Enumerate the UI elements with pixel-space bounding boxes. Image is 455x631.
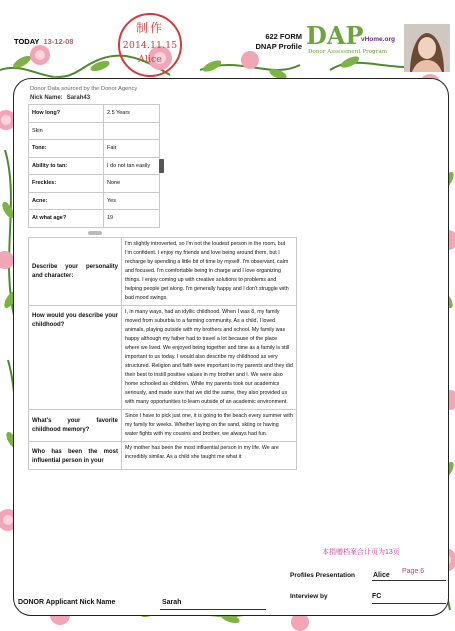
- table-row: [29, 105, 160, 123]
- attr-value: 19: [104, 210, 160, 228]
- attr-label: Tone:: [29, 140, 104, 158]
- qa-answer: My mother has been the most influential person in my life. We are incredibly similar. As a child she taught me what it: [122, 442, 297, 470]
- attr-label: Acne:: [29, 192, 104, 210]
- attr-label: How long?: [29, 105, 104, 123]
- form-title: [240, 32, 302, 52]
- table-row: [29, 306, 297, 410]
- profiles-presentation-label: Profiles Presentation: [290, 572, 356, 579]
- attr-value: [104, 122, 160, 140]
- today-date: 13-12-08: [43, 37, 74, 46]
- attr-value: Fair: [104, 140, 160, 158]
- stamp-line-1: 制作: [135, 21, 164, 35]
- attr-value: Yes: [104, 192, 160, 210]
- today-label: [14, 37, 73, 46]
- expand-arrow-icon[interactable]: [159, 159, 164, 173]
- attr-value: I do not tan easily: [104, 157, 160, 175]
- stamp-line-2: 2014.11.15: [122, 40, 178, 51]
- form-title-line-1: 622 FORM: [265, 32, 302, 41]
- table-row: [29, 175, 160, 193]
- table-row: [29, 192, 160, 210]
- attr-value: 2.5 Years: [104, 105, 160, 123]
- logo-suffix: vHome.org: [361, 36, 395, 43]
- qa-answer: I'm slightly introverted, so I'm not the loudest person in the room, but I'm confident. I enjoy my friends and love being around them, but I recharge by spending a little bit of time by myself. I'm observant, calm and focused. I'm comfortable being in charge and I love organizing things. I enjoy coming up with creative solutions to problems and helping people get along. I'm generally happy and I don't struggle with bad mood swings.: [122, 238, 297, 306]
- attr-label: Ability to tan:: [29, 157, 104, 175]
- nick-name-value: Sarah43: [66, 95, 91, 101]
- logo-tagline: Donor Assessment Program: [308, 49, 388, 55]
- page-number: Page 6: [402, 568, 425, 575]
- resize-handle[interactable]: [88, 231, 102, 235]
- table-row: [29, 122, 160, 140]
- today-label-text: TODAY: [14, 37, 40, 46]
- divider: [372, 603, 446, 604]
- table-row: [29, 140, 160, 158]
- qa-question: How would you describe your childhood?: [29, 306, 122, 410]
- divider: [372, 580, 446, 581]
- attr-label: Freckles:: [29, 175, 104, 193]
- table-row: [29, 157, 160, 175]
- profiles-presentation-value: Alice: [373, 572, 390, 579]
- qa-answer: Since I have to pick just one, it is going to the beach every summer with my family for weeks. Whether laying on the sand, skiing or having water fights with my cousins and brother, we always had fun.: [122, 410, 297, 442]
- qa-answer: I, in many ways, had an idyllic childhood. When I was 8, my family moved from suburbia to a farming community. As a child, I loved animals, playing outside with my brothers and school. My family was happy although my father had to travel a lot because of the place where we lived. We enjoyed being together and time as a family is still important to us today. I would also describe my childhood as very structured. Religion and faith were important to my parents and they did their best to instill positive values in my brother and I. We were also home schooled as children. While my parents took our academics seriously, and made sure that we did the same, they also provided us with many opportunities to learn outside of an academic environment.: [122, 306, 297, 410]
- source-note: Donor Data sourced by the Donor Agency: [30, 86, 138, 92]
- table-row: [29, 210, 160, 228]
- divider: [160, 609, 266, 610]
- qa-question: What's your favorite childhood memory?: [29, 410, 122, 442]
- qa-section: [28, 237, 300, 539]
- donor-nick-name-label: DONOR Applicant Nick Name: [18, 599, 116, 606]
- table-row: [29, 410, 297, 442]
- dap-logo: [306, 21, 402, 58]
- qa-question: Who has been the most influential person in your: [29, 442, 122, 470]
- logo-main-text: DAP: [306, 21, 364, 50]
- nick-name-row: [30, 95, 90, 101]
- donor-photo: [404, 24, 450, 72]
- production-stamp: [118, 13, 182, 77]
- qa-table: [28, 237, 297, 470]
- table-row: [29, 238, 297, 306]
- attr-label: At what age?: [29, 210, 104, 228]
- donor-nick-name-value: Sarah: [162, 599, 182, 606]
- table-row: [29, 442, 297, 470]
- attr-value: None: [104, 175, 160, 193]
- attributes-table: [28, 104, 160, 228]
- form-title-line-2: DNAP Profile: [255, 42, 302, 51]
- archive-page-count-note: 本捐赠档案合计页为13页: [322, 549, 400, 556]
- stamp-line-3: Alice: [138, 54, 162, 65]
- interview-label: Interview by: [290, 593, 328, 600]
- qa-question: Describe your personality and character:: [29, 238, 122, 306]
- interview-value: FC: [372, 593, 382, 600]
- attr-label: Skin: [29, 122, 104, 140]
- nick-name-label: Nick Name:: [30, 95, 63, 101]
